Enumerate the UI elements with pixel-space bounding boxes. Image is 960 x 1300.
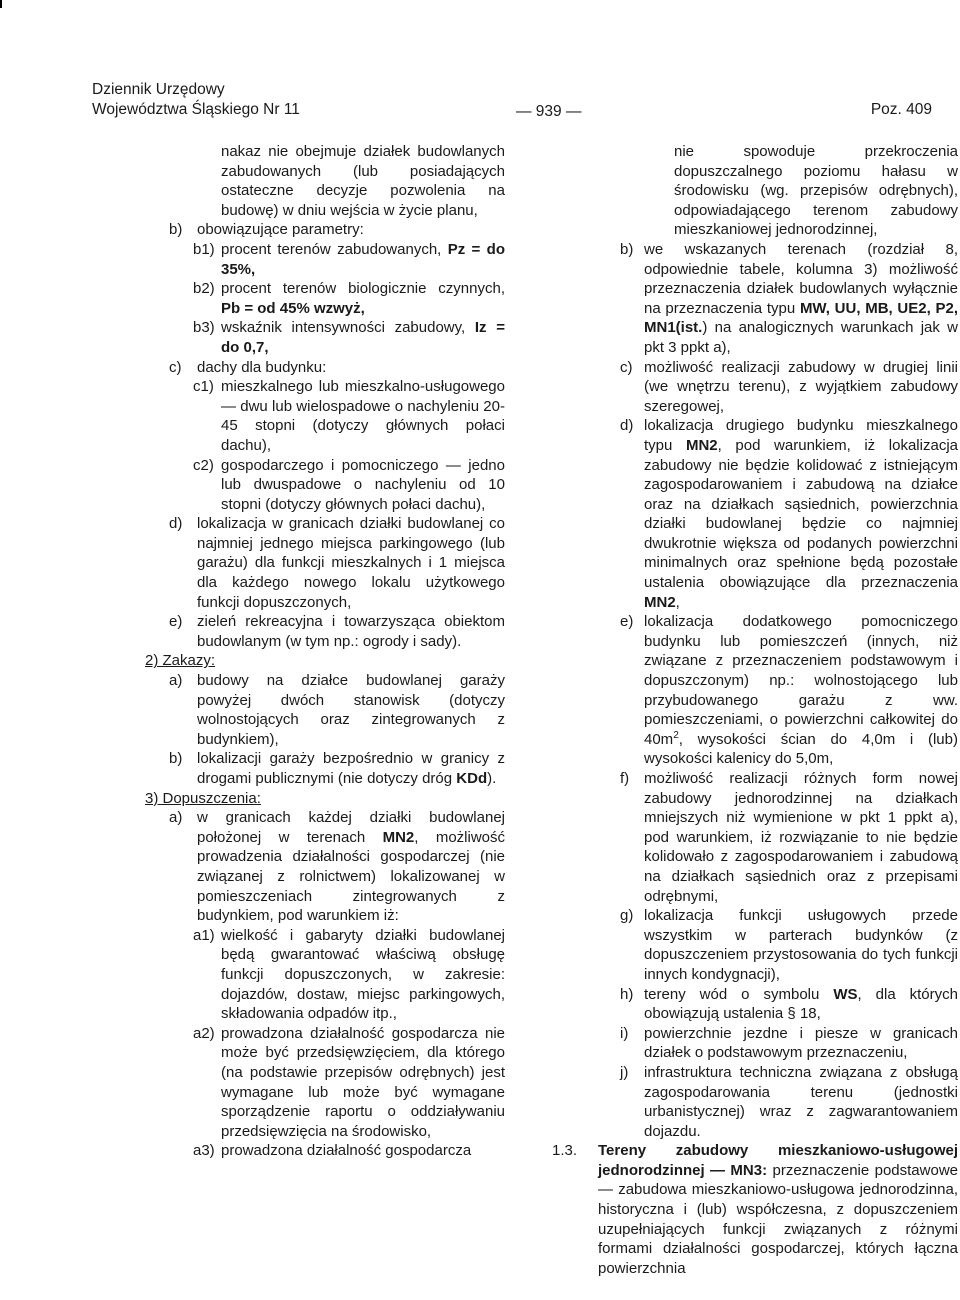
item-text-bold: MW, UU, MB, UE2, P2, MN1(ist.: [644, 299, 959, 337]
item-label: c1): [193, 378, 214, 396]
item-text: [644, 240, 958, 358]
item-c: [544, 358, 958, 417]
item-text: [221, 279, 505, 318]
item-text-plain: lokalizacja dodatkowego pomocniczego budynku lub pomieszczeń (innych, niż związane z przeznaczeniem podstawowym i dopuszczonym) np.: wolnostojącego lub przybudowanego garażu z ww. pomieszczeniami, o powierzchni całkowitej do 40m: [644, 613, 958, 748]
item-text: lokalizacja w granicach działki budowlanej co najmniej jednego miejsca parkingowego (lub garażu) dla funkcji mieszkalnych i 1 miejsca dla każdego nowego lokalu użytkowego funkcji dopuszczonych,: [197, 515, 505, 611]
item-i: [544, 1024, 958, 1063]
item-j: [544, 1063, 958, 1141]
item-label: h): [620, 985, 634, 1003]
superscript: 2: [673, 729, 679, 741]
left-column: [145, 142, 505, 1161]
journal-title-line2: Województwa Śląskiego Nr 11: [92, 101, 300, 118]
item-label: c2): [193, 456, 214, 474]
item-label: a2): [193, 1024, 215, 1042]
item-text: gospodarczego i pomocniczego — jedno lub dwuspadowe o nachyleniu od 10 stopni (dotyczy głównych połaci dachu),: [221, 456, 505, 513]
paragraph-intro: [145, 142, 505, 220]
item-a2: [145, 1024, 505, 1142]
item-label: j): [620, 1063, 629, 1081]
item-label: a3): [193, 1142, 215, 1160]
item-text: [197, 749, 505, 788]
item-text: infrastruktura techniczna związana z obsługą zagospodarowania terenu (jednostki urbanistycznej) wraz z zagwarantowaniem dojazdu.: [644, 1063, 958, 1140]
item-2a: [145, 671, 505, 749]
item-text: [221, 318, 505, 357]
item-text-plain: , możliwość prowadzenia działalności gospodarczej (nie związanej z rolnictwem) lokalizowanej w pomieszczeniach zintegrowanych z budynkiem, pod warunkiem iż:: [197, 828, 505, 925]
page-header: [92, 80, 932, 124]
item-text-plain: procent terenów zabudowanych,: [221, 240, 448, 258]
item-text-plain: ).: [487, 770, 497, 787]
item-text: [221, 240, 505, 279]
item-b: [145, 220, 505, 240]
item-text: obowiązujące parametry:: [197, 221, 364, 239]
section-number: 1.3.: [552, 1142, 578, 1160]
journal-title-line1: Dziennik Urzędowy: [92, 81, 225, 98]
paragraph-text: nakaz nie obejmuje działek budowlanych zabudowanych (lub posiadających ostateczne decyzje pozwolenia na budowę) w dniu wejścia w życie planu,: [221, 143, 505, 219]
item-text: możliwość realizacji różnych form nowej zabudowy jednorodzinnej na działkach mniejszych niż wymienione w pkt 1 ppkt a), pod warunkiem, iż rozwiązanie to nie będzie kolidowało z zagospodarowaniem i zabudową na działkach sąsiednich oraz z przepisami odrębnymi,: [644, 770, 958, 905]
item-3a: [145, 808, 505, 926]
item-label: b2): [193, 280, 215, 298]
item-d: [544, 416, 958, 612]
item-text: [644, 985, 958, 1024]
section-text: [598, 1141, 958, 1278]
page-number: — 939 —: [516, 103, 582, 120]
item-text-plain: procent terenów biologicznie czynnych,: [221, 280, 505, 298]
item-text-plain: lokalizacja drugiego budynku mieszkalnego typu: [644, 417, 958, 454]
item-label: f): [620, 770, 630, 787]
item-d: [145, 514, 505, 612]
item-text-bold: KDd: [456, 770, 488, 787]
right-column: [544, 142, 958, 1278]
section-title: Tereny zabudowy mieszkaniowo-usługowej jednorodzinnej — MN3:: [598, 1142, 958, 1179]
item-text-bold: Iz = do 0,7,: [221, 319, 505, 356]
item-text-bold: Pb = od 45% wzwyż,: [221, 299, 365, 317]
item-g: [544, 906, 958, 984]
section-2-heading: [145, 651, 505, 671]
item-text: budowy na działce budowlanej garaży powyżej dwóch stanowisk (dotyczy wolnostojących oraz zintegrowanych z budynkiem),: [197, 672, 505, 748]
item-text: mieszkalnego lub mieszkalno-usługowego — dwu lub wielospadowe o nachyleniu 20-45 stopni (dotyczy głównych połaci dachu),: [221, 378, 505, 454]
item-text: prowadzona działalność gospodarcza: [221, 1142, 472, 1160]
item-text: lokalizacja funkcji usługowych przede wszystkim w parterach budynków (z dopuszczeniem przystosowania do tych funkcji innych kondygnacji),: [644, 907, 958, 983]
item-label: i): [620, 1024, 629, 1042]
item-text-bold: MN2: [382, 828, 415, 846]
paragraph-text: nie spowoduje przekroczenia dopuszczalnego poziomu hałasu w środowisku (wg. przepisów odrębnych), odpowiadającego terenom zabudowy mieszkaniowej jednorodzinnej,: [674, 143, 958, 239]
item-label: a): [169, 672, 183, 690]
item-text-plain: tereny wód o symbolu: [644, 985, 834, 1003]
item-h: [544, 985, 958, 1024]
item-text: prowadzona działalność gospodarcza nie może być przedsięwzięciem, dla którego (na podstawie przepisów odrębnych) jest wymagane lub może być wymagane sporządzenie raportu o oddziaływaniu przedsięwzięcia na środowisko,: [221, 1024, 505, 1140]
item-text-plain: wskaźnik intensywności zabudowy,: [221, 319, 475, 337]
item-text: [644, 612, 958, 769]
item-label: b1): [193, 240, 215, 258]
item-text-bold: WS: [833, 985, 858, 1003]
item-text-plain: w granicach każdej działki budowlanej położonej w terenach: [197, 809, 505, 846]
item-text: powierzchnie jezdne i piesze w granicach działek o podstawowym przeznaczeniu,: [644, 1024, 958, 1062]
item-text-plain: , pod warunkiem, iż lokalizacja zabudowy nie będzie kolidować z istniejącym zagospodarowaniem i zabudową na działce oraz na działkach sąsiednich, powierzchnia działki budowlanej będzie co najmniej dwukrotnie większa od podanych powierzchni minimalnych oraz spełnione będą pozostałe ustalenia obowiązujące dla przeznaczenia: [644, 436, 958, 592]
item-text-plain: , dla których obowiązują ustalenia § 18,: [644, 985, 958, 1023]
item-label: b3): [193, 319, 215, 337]
journal-title: [92, 80, 300, 120]
item-e: [544, 612, 958, 769]
item-text-bold: MN2: [644, 593, 676, 611]
item-b: [544, 240, 958, 358]
item-label: b): [620, 240, 634, 258]
item-a3: [145, 1141, 505, 1161]
item-text: dachy dla budynku:: [197, 358, 327, 376]
section-1-3: [544, 1141, 958, 1278]
item-text-plain: ,: [675, 593, 680, 611]
paragraph-continuation: [544, 142, 958, 240]
item-c: [145, 358, 505, 378]
item-label: e): [169, 613, 183, 631]
item-label: b): [169, 221, 183, 239]
item-text-plain: , wysokości ścian do 4,0m i (lub) wysokości kalenicy do 5,0m,: [644, 730, 958, 768]
item-text: [197, 808, 505, 926]
item-text-plain: ) na analogicznych warunkach jak w pkt 3 ppkt a),: [644, 319, 958, 356]
item-label: a): [169, 809, 183, 827]
item-label: d): [169, 515, 183, 533]
item-text-plain: lokalizacji garaży bezpośrednio w granicy z drogami publicznymi (nie dotyczy dróg: [197, 750, 505, 787]
item-c2: [145, 456, 505, 515]
item-c1: [145, 377, 505, 455]
item-label: d): [620, 417, 634, 435]
item-text: wielkość i gabaryty działki budowlanej będą gwarantować właściwą obsługę funkcji dopuszczonych, w zakresie: dojazdów, dostaw, miejsc parkingowych, składowania odpadów itp.,: [221, 926, 505, 1023]
item-label: a1): [193, 926, 215, 944]
item-b2: [145, 279, 505, 318]
item-2b: [145, 749, 505, 788]
item-text-bold: Pz = do 35%,: [221, 240, 505, 278]
position-number: Poz. 409: [870, 101, 932, 118]
item-b3: [145, 318, 505, 357]
item-label: g): [620, 907, 634, 925]
item-label: c): [620, 358, 633, 376]
section-3-heading: [145, 789, 505, 809]
item-b1: [145, 240, 505, 279]
item-text-bold: MN2: [685, 436, 718, 454]
section-heading: 3) Dopuszczenia:: [145, 789, 261, 807]
item-text: zieleń rekreacyjna i towarzysząca obiektom budowlanym (w tym np.: ogrody i sady).: [197, 613, 505, 650]
item-text-plain: przeznaczenie podstawowe — zabudowa mieszkaniowo-usługowa jednorodzinna, historyczna i (lub) współczesna, z dopuszczeniem uzupełniających funkcji związanych z różnymi formami działalności gospodarczej, których łączna powierzchnia: [598, 1161, 958, 1277]
corner-crop-mark: [0, 0, 2, 8]
item-label: b): [169, 750, 183, 768]
section-heading: 2) Zakazy:: [145, 652, 216, 670]
item-text: możliwość realizacji zabudowy w drugiej linii (we wnętrzu terenu), z wyjątkiem zabudowy szeregowej,: [644, 358, 958, 415]
item-e: [145, 612, 505, 651]
item-a1: [145, 926, 505, 1024]
item-f: [544, 769, 958, 906]
item-label: e): [620, 613, 634, 631]
item-text-plain: we wskazanych terenach (rozdział 8, odpowiednie tabele, kolumna 3) możliwość przeznaczenia działek budowlanych wyłącznie na przeznaczenia typu: [644, 240, 958, 317]
item-text: [644, 416, 958, 612]
item-label: c): [169, 358, 182, 376]
